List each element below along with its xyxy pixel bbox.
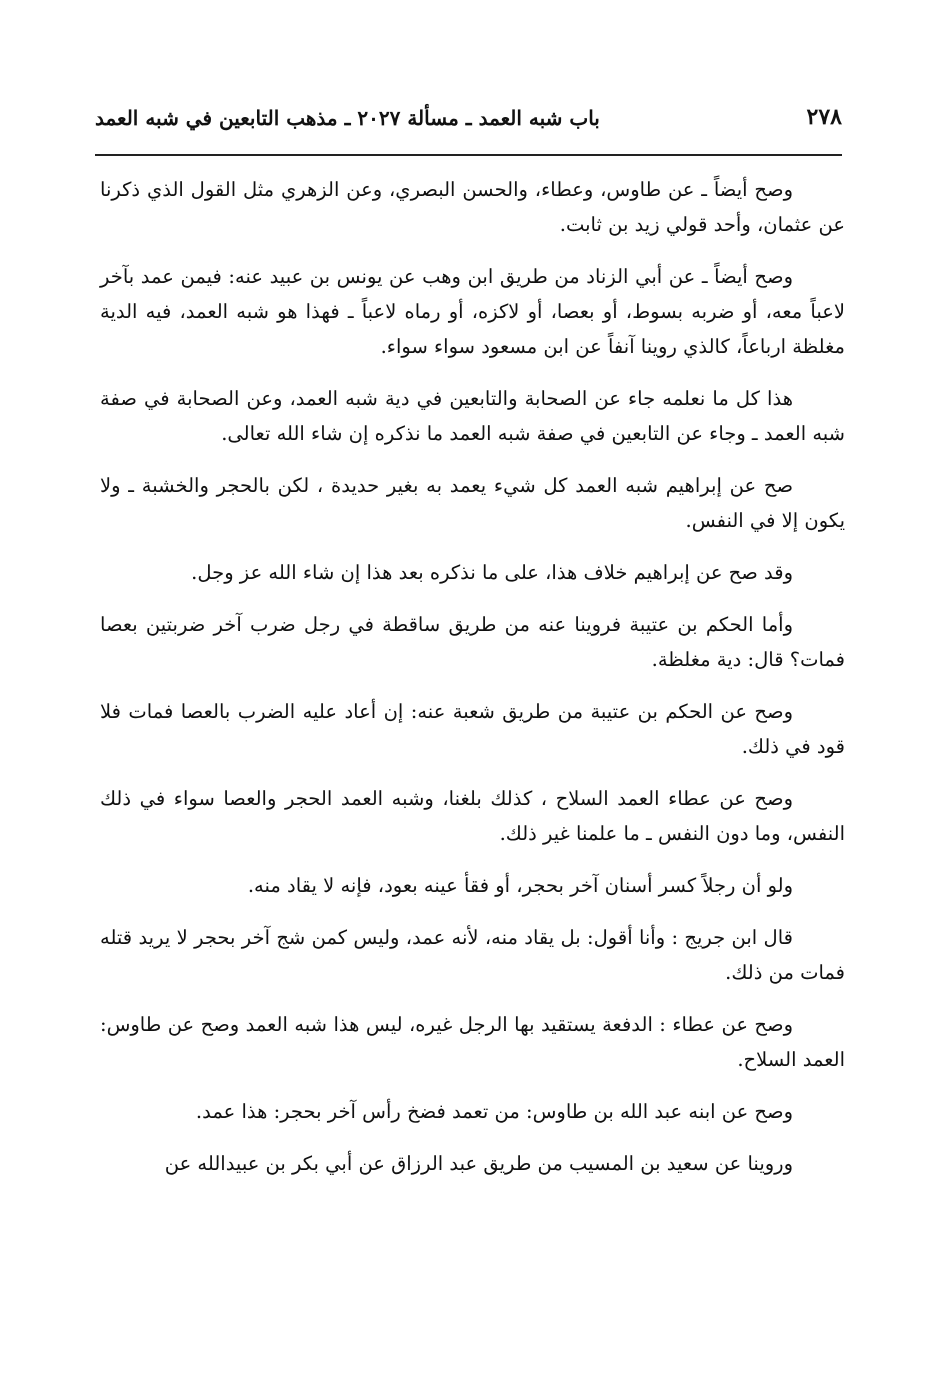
paragraph: وصح عن الحكم بن عتيبة من طريق شعبة عنه: إن أعاد عليه الضرب بالعصا فمات فلا قود في ذلك.: [100, 700, 845, 758]
paragraph: صح عن إبراهيم شبه العمد كل شيء يعمد به بغير حديدة ، لكن بالحجر والخشبة ـ ولا يكون إلا في النفس.: [100, 474, 845, 532]
header-divider: [95, 154, 842, 156]
paragraph: وصح عن عطاء العمد السلاح ، كذلك بلغنا، وشبه العمد الحجر والعصا سواء في ذلك النفس، وما دون النفس ـ ما علمنا غير ذلك.: [100, 787, 845, 845]
paragraph: هذا كل ما نعلمه جاء عن الصحابة والتابعين في دية شبه العمد، وعن الصحابة في صفة شبه العمد ـ وجاء عن التابعين في صفة شبه العمد ما نذكره إن شاء الله تعالى.: [100, 387, 845, 445]
page-header: [95, 100, 842, 144]
paragraph: قال ابن جريج : وأنا أقول: بل يقاد منه، لأنه عمد، وليس كمن شج آخر بحجر لا يريد قتله فمات من ذلك.: [100, 926, 845, 984]
paragraph: وروينا عن سعيد بن المسيب من طريق عبد الرزاق عن أبي بكر بن عبيدالله عن: [164, 1152, 793, 1175]
page-body: [100, 172, 845, 1181]
page-number: ٢٧٨: [806, 104, 842, 130]
running-title: باب شبه العمد ـ مسألة ٢٠٢٧ ـ مذهب التابعين في شبه العمد: [95, 106, 600, 130]
paragraph: وصح عن ابنه عبد الله بن طاوس: من تعمد فضخ رأس آخر بحجر: هذا عمد.: [195, 1100, 793, 1123]
paragraph: وصح عن عطاء : الدفعة يستقيد بها الرجل غيره، ليس هذا شبه العمد وصح عن طاوس: العمد السلاح.: [100, 1013, 845, 1071]
paragraph: وصح أيضاً ـ عن أبي الزناد من طريق ابن وهب عن يونس بن عبيد عنه: فيمن عمد بآخر لاعباً معه، أو ضربه بسوط، أو بعصا، أو لاكزه، أو رماه لاعباً ـ فهذا هو شبه العمد، فيه الدية مغلظة ارباعاً، كالذي روينا آنفاً عن ابن مسعود سواء سواء.: [100, 265, 845, 358]
paragraph: وأما الحكم بن عتيبة فروينا عنه من طريق ساقطة في رجل ضرب آخر ضربتين بعصا فمات؟ قال: دية مغلظة.: [100, 613, 845, 671]
paragraph: وصح أيضاً ـ عن طاوس، وعطاء، والحسن البصري، وعن الزهري مثل القول الذي ذكرنا عن عثمان، وأحد قولي زيد بن ثابت.: [100, 178, 845, 236]
paragraph: وقد صح عن إبراهيم خلاف هذا، على ما نذكره بعد هذا إن شاء الله عز وجل.: [191, 561, 793, 584]
paragraph: ولو أن رجلاً كسر أسنان آخر بحجر، أو فقأ عينه بعود، فإنه لا يقاد منه.: [247, 874, 793, 897]
